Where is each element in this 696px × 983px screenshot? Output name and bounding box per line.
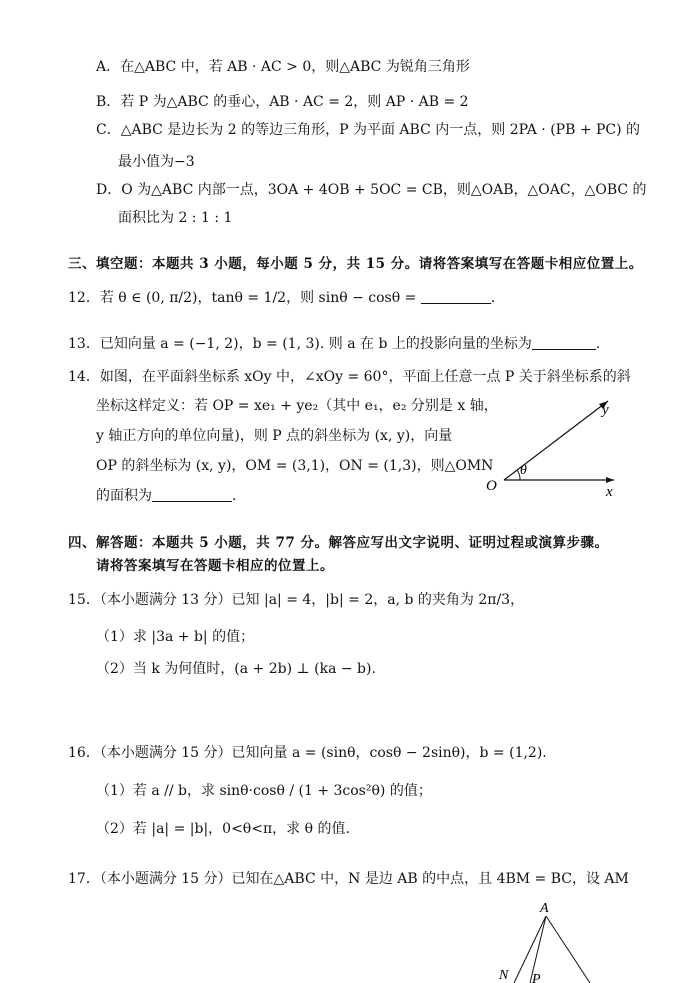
question-15-part1: （1）求 |3a + b| 的值； xyxy=(96,629,255,645)
question-16: 16．（本小题满分 15 分）已知向量 a = (sinθ，cosθ − 2sinθ)，b = (1,2). xyxy=(68,745,547,761)
question-16-part2: （2）若 |a| = |b|，0<θ<π，求 θ 的值. xyxy=(96,821,350,837)
oblique-axes-figure xyxy=(480,392,630,502)
section-4-instruction: 请将答案填写在答题卡相应的位置上。 xyxy=(96,558,334,574)
question-17: 17．（本小题满分 15 分）已知在△ABC 中，N 是边 AB 的中点，且 4BM = BC，设 AM xyxy=(68,871,629,887)
question-13: 13．已知向量 a = (−1, 2)，b = (1, 3). 则 a 在 b 上的投影向量的坐标为 . xyxy=(68,336,601,352)
question-14-line3: y 轴正方向的单位向量)，则 P 点的斜坐标为 (x, y)，向量 xyxy=(96,428,453,444)
option-b: B．若 P 为△ABC 的垂心，AB · AC = 2，则 AP · AB = 2 xyxy=(96,94,469,110)
answer-blank-13 xyxy=(532,335,596,350)
question-14-line4: OP 的斜坐标为 (x, y)，OM = (3,1)，ON = (1,3)，则△OMN xyxy=(96,458,494,474)
question-14-line5: 的面积为 ． xyxy=(96,488,246,504)
option-d-line2: 面积比为 2 : 1 : 1 xyxy=(118,210,233,226)
vertex-a-label: A xyxy=(540,901,549,916)
side-ab xyxy=(514,916,546,983)
y-axis-label: y xyxy=(602,402,609,418)
x-axis-label: x xyxy=(606,484,613,500)
question-14-line1: 14．如图，在平面斜坐标系 xOy 中，∠xOy = 60°，平面上任意一点 P 关于斜坐标系的斜 xyxy=(68,369,631,385)
answer-blank-12 xyxy=(421,289,491,304)
origin-label: O xyxy=(486,478,497,494)
question-12-text: 12．若 θ ∈ (0, π/2)，tanθ = 1/2，则 sinθ − cosθ = xyxy=(68,290,417,306)
question-15-part2: （2）当 k 为何值时，(a + 2b) ⊥ (ka − b). xyxy=(96,661,376,677)
section-3-heading: 三、填空题：本题共 3 小题，每小题 5 分，共 15 分。请将答案填写在答题卡相应位置上。 xyxy=(68,256,643,272)
question-14-line2: 坐标这样定义：若 OP = xe₁ + ye₂（其中 e₁，e₂ 分别是 x 轴， xyxy=(96,398,498,414)
question-14-line5-text: 的面积为 xyxy=(96,488,152,504)
side-ac xyxy=(546,916,590,983)
option-c-line2: 最小值为−3 xyxy=(118,154,195,170)
question-16-part1: （1）若 a // b，求 sinθ·cosθ / (1 + 3cos²θ) 的值； xyxy=(96,783,432,799)
answer-blank-14 xyxy=(152,487,232,502)
x-axis-arrow xyxy=(606,477,614,483)
point-p-label: P xyxy=(532,972,541,983)
point-n-label: N xyxy=(499,968,509,983)
theta-label: θ xyxy=(520,463,527,478)
question-15: 15．（本小题满分 13 分）已知 |a| = 4，|b| = 2，a, b 的夹角为 2π/3， xyxy=(68,592,525,608)
section-4-heading: 四、解答题：本题共 5 小题，共 77 分。解答应写出文字说明、证明过程或演算步骤。 xyxy=(68,535,609,551)
triangle-figure xyxy=(490,898,610,983)
option-d-line1: D．O 为△ABC 内部一点，3OA + 4OB + 5OC = CB，则△OAB，△OAC，△OBC 的 xyxy=(96,182,647,198)
option-a: A．在△ABC 中，若 AB · AC > 0，则△ABC 为锐角三角形 xyxy=(96,59,470,75)
option-c-line1: C．△ABC 是边长为 2 的等边三角形，P 为平面 ABC 内一点，则 2PA · (PB + PC) 的 xyxy=(96,122,641,138)
question-13-text: 13．已知向量 a = (−1, 2)，b = (1, 3). 则 a 在 b 上的投影向量的坐标为 xyxy=(68,336,532,352)
question-12: 12．若 θ ∈ (0, π/2)，tanθ = 1/2，则 sinθ − cosθ = ． xyxy=(68,290,505,306)
